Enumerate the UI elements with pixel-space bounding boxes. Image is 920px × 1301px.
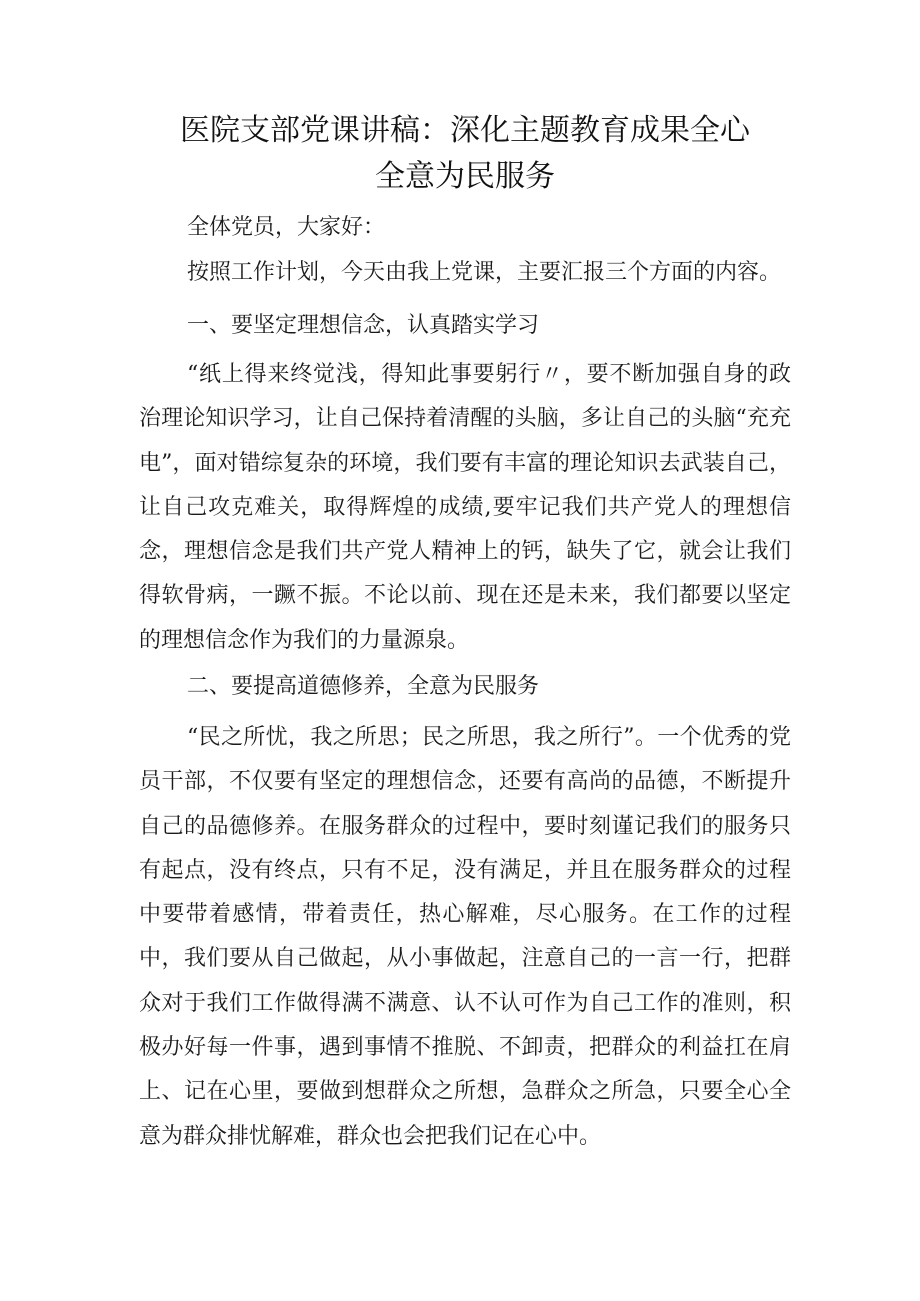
intro-paragraph: 按照工作计划，今天由我上党课，主要汇报三个方面的内容。 <box>187 260 782 285</box>
section-2-heading: 二、要提高道德修养，全意为民服务 <box>187 674 540 699</box>
section-2-body: “民之所忧，我之所思；民之所思，我之所行”。一个优秀的党员干部，不仅要有坚定的理想信念，还要有高尚的品德，不断提升自己的品德修养。在服务群众的过程中，要时刻谨记我们的服务只有起点，没有终点，只有不足，没有满足，并且在服务群众的过程中要带着感情，带着责任，热心解难，尽心服务。在工作的过程中，我们要从自己做起，从小事做起，注意自己的一言一行，把群众对于我们工作做得满不满意、认不认可作为自己工作的准则，积极办好每一件事，遇到事情不推脱、不卸责，把群众的利益扛在肩上、记在心里，要做到想群众之所想，急群众之所急，只要全心全意为群众排忧解难，群众也会把我们记在心中。 <box>139 725 791 1149</box>
greeting-paragraph: 全体党员，大家好： <box>187 215 386 240</box>
document-title <box>140 108 790 200</box>
title-line-1: 医院支部党课讲稿：深化主题教育成果全心 <box>180 113 750 148</box>
title-line-2: 全意为民服务 <box>375 159 555 194</box>
section-1-body: “纸上得来终觉浅，得知此事要躬行〃，要不断加强自身的政治理论知识学习，让自己保持着清醒的头脑，多让自己的头脑“充充电”，面对错综复杂的环境，我们要有丰富的理论知识去武装自己，让自己攻克难关，取得辉煌的成绩,要牢记我们共产党人的理想信念，理想信念是我们共产党人精神上的钙，缺失了它，就会让我们得软骨病，一蹶不振。不论以前、现在还是未来，我们都要以坚定的理想信念作为我们的力量源泉。 <box>139 362 791 653</box>
section-1-heading: 一、要坚定理想信念，认真踏实学习 <box>187 313 540 338</box>
